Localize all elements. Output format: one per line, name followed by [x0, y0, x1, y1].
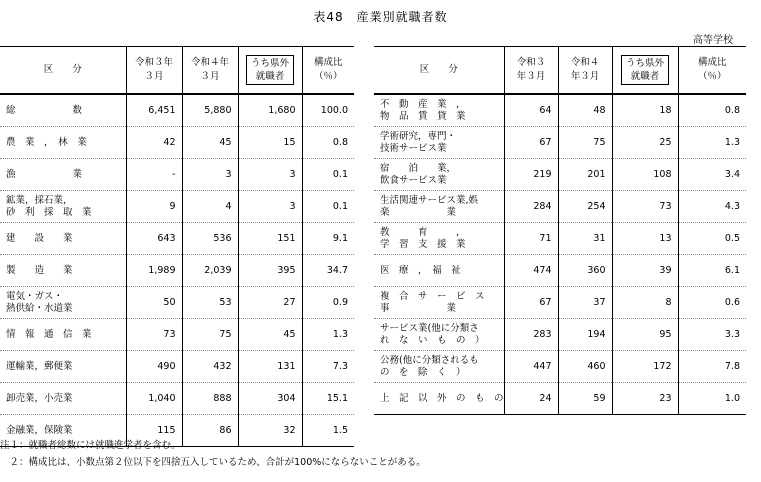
r3-header: 令和３ 年３月 [504, 47, 558, 95]
table-row [0, 191, 354, 223]
outside-value: 3 [238, 159, 302, 191]
row-label-line: 物 品 賃 貸 業 [380, 110, 466, 122]
row-label [0, 191, 126, 223]
ratio-value: 0.6 [724, 297, 740, 308]
row-label-line: 学術研究，専門・ [380, 130, 457, 142]
outside-value: 32 [238, 415, 302, 447]
ratio-value: 7.3 [332, 361, 348, 372]
ratio-value: 9.1 [332, 233, 348, 244]
ratio-value: 0.9 [332, 297, 348, 308]
ratio-value: 0.8 [724, 105, 740, 116]
r3-value: - [126, 159, 182, 191]
table-row [0, 159, 354, 191]
r4-value: 432 [182, 351, 238, 383]
ratio-value: 1.5 [332, 425, 348, 436]
ratio-value: 1.0 [724, 393, 740, 404]
r4-value: 201 [558, 159, 612, 191]
ratio-value: 34.7 [326, 265, 348, 276]
ratio-value: 100.0 [320, 105, 348, 116]
row-label-line: 熱供給・水道業 [6, 302, 73, 314]
r3-value: 1,040 [126, 383, 182, 415]
r4-value: 3 [182, 159, 238, 191]
r3-value: 50 [126, 287, 182, 319]
row-label-line: 不 動 産 業 ， [380, 98, 466, 110]
r3-value: 490 [126, 351, 182, 383]
outside-header: うち県外 就職者 [238, 47, 302, 95]
ratio-value: 3.3 [724, 329, 740, 340]
r4-value: 5,880 [182, 94, 238, 127]
ratio-value: 15.1 [326, 393, 348, 404]
footnote: 注１：就職者総数には就職進学者を含む。 [0, 440, 181, 451]
row-label-line: の を 除 く ） [380, 366, 466, 378]
outside-value: 27 [238, 287, 302, 319]
row-label-line: 上 記 以 外 の も の [380, 392, 504, 404]
row-label-line: 複 合 サ ー ビ ス [380, 290, 485, 302]
r4-value: 194 [558, 319, 612, 351]
row-label-line: 生活関連サービス業,娯 [380, 194, 479, 206]
row-label [0, 287, 126, 319]
row-label-line: 鉱業，採石業， [6, 194, 73, 206]
outside-value: 39 [612, 255, 678, 287]
row-label [0, 223, 126, 255]
ratio-value: 0.1 [332, 201, 348, 212]
outside-value: 25 [612, 127, 678, 159]
ratio-value: 0.5 [724, 233, 740, 244]
row-label [0, 159, 126, 191]
row-label [374, 191, 504, 223]
row-label-line: 教 育 ， [380, 226, 466, 238]
r3-value: 67 [504, 287, 558, 319]
row-label [0, 127, 126, 159]
ratio-value: 3.4 [724, 169, 740, 180]
table-row [0, 94, 354, 127]
r4-value: 360 [558, 255, 612, 287]
outside-value: 18 [612, 94, 678, 127]
row-label [374, 94, 504, 127]
outside-header: うち県外 就職者 [612, 47, 678, 95]
r3-value: 447 [504, 351, 558, 383]
table-row [0, 287, 354, 319]
row-label-line: サービス業(他に分類さ [380, 322, 479, 334]
row-label [374, 159, 504, 191]
table-row [0, 319, 354, 351]
row-label [374, 319, 504, 351]
row-label-line: 宿 泊 業， [380, 162, 457, 174]
row-label [0, 255, 126, 287]
outside-value: 73 [612, 191, 678, 223]
row-label-line: 卸売業，小売業 [6, 392, 73, 404]
table-row [374, 287, 746, 319]
row-label-line: 農 業 ， 林 業 [6, 136, 87, 148]
r4-value: 53 [182, 287, 238, 319]
table-row [374, 159, 746, 191]
row-label [374, 351, 504, 383]
row-label-line: 建 設 業 [6, 232, 73, 244]
row-label [0, 319, 126, 351]
ratio-value: 4.3 [724, 201, 740, 212]
outside-value: 15 [238, 127, 302, 159]
table-row [374, 319, 746, 351]
row-label-line: 技術サービス業 [380, 142, 447, 154]
row-label-line: 製 造 業 [6, 264, 73, 276]
table-row [0, 383, 354, 415]
r3-value: 283 [504, 319, 558, 351]
r3-value: 1,989 [126, 255, 182, 287]
row-label [374, 223, 504, 255]
r3-header: 令和３年 ３月 [126, 47, 182, 95]
right-table-header [374, 47, 746, 95]
r3-value: 42 [126, 127, 182, 159]
outside-value: 95 [612, 319, 678, 351]
r4-value: 45 [182, 127, 238, 159]
r4-value: 48 [558, 94, 612, 127]
left-table-header [0, 47, 354, 95]
ratio-value: 6.1 [724, 265, 740, 276]
outside-value: 395 [238, 255, 302, 287]
row-label [374, 127, 504, 159]
ratio-value: 1.3 [724, 137, 740, 148]
row-label-line: 楽 業 [380, 206, 457, 218]
outside-value: 13 [612, 223, 678, 255]
outside-value: 108 [612, 159, 678, 191]
row-label-line: 運輸業，郵便業 [6, 360, 73, 372]
table-row [374, 191, 746, 223]
table-row [0, 351, 354, 383]
row-label [374, 383, 504, 415]
r4-value: 75 [558, 127, 612, 159]
r3-value: 219 [504, 159, 558, 191]
row-label-line: れ な い も の ） [380, 334, 485, 346]
r4-value: 37 [558, 287, 612, 319]
r4-value: 2,039 [182, 255, 238, 287]
table-row [374, 383, 746, 415]
row-label-line: 事 業 [380, 302, 457, 314]
row-label-line: 漁 業 [6, 168, 83, 180]
row-label-line: 電気・ガス・ [6, 290, 64, 302]
ratio-value: 0.1 [332, 169, 348, 180]
outside-value: 8 [612, 287, 678, 319]
ratio-value: 7.8 [724, 361, 740, 372]
r3-value: 115 [126, 415, 182, 447]
outside-value: 131 [238, 351, 302, 383]
ratio-header: 構成比 （％） [678, 47, 746, 95]
table-row [374, 127, 746, 159]
page-title: 表48 産業別就職者数 [313, 10, 448, 24]
r3-value: 64 [504, 94, 558, 127]
right-table [374, 46, 746, 415]
row-label-line: 総 数 [6, 104, 83, 116]
r4-value: 59 [558, 383, 612, 415]
r4-value: 460 [558, 351, 612, 383]
r4-value: 31 [558, 223, 612, 255]
r3-value: 67 [504, 127, 558, 159]
table-row [374, 94, 746, 127]
ratio-value: 0.8 [332, 137, 348, 148]
row-label-line: 情 報 通 信 業 [6, 328, 92, 340]
row-label-line: 飲食サービス業 [380, 174, 447, 186]
outside-value: 304 [238, 383, 302, 415]
row-label-line: 医 療 ， 福 祉 [380, 264, 461, 276]
outside-value: 45 [238, 319, 302, 351]
r3-value: 24 [504, 383, 558, 415]
r4-value: 75 [182, 319, 238, 351]
category-header: 区 分 [0, 47, 126, 95]
outside-value: 1,680 [238, 94, 302, 127]
left-table [0, 46, 354, 447]
r3-value: 6,451 [126, 94, 182, 127]
outside-value: 23 [612, 383, 678, 415]
r3-value: 71 [504, 223, 558, 255]
table-row [374, 351, 746, 383]
r3-value: 284 [504, 191, 558, 223]
table-row [0, 127, 354, 159]
table-row [0, 255, 354, 287]
row-label [0, 351, 126, 383]
row-label-line: 公務(他に分類されるも [380, 354, 479, 366]
r4-value: 536 [182, 223, 238, 255]
ratio-value: 1.3 [332, 329, 348, 340]
r4-value: 4 [182, 191, 238, 223]
r4-value: 888 [182, 383, 238, 415]
table-row [0, 223, 354, 255]
table-row [374, 223, 746, 255]
r4-header: 令和４ 年３月 [558, 47, 612, 95]
ratio-header: 構成比 （％） [302, 47, 354, 95]
table-row [374, 255, 746, 287]
r3-value: 9 [126, 191, 182, 223]
category-header: 区 分 [374, 47, 504, 95]
footnote: ２：構成比は、小数点第２位以下を四捨五入しているため、合計が100%にならないことがある。 [0, 457, 426, 468]
r4-header: 令和４年 ３月 [182, 47, 238, 95]
row-label [374, 287, 504, 319]
r3-value: 474 [504, 255, 558, 287]
r3-value: 73 [126, 319, 182, 351]
outside-value: 3 [238, 191, 302, 223]
row-label-line: 金融業，保険業 [6, 424, 73, 436]
row-label-line: 学 習 支 援 業 [380, 238, 466, 250]
r4-value: 86 [182, 415, 238, 447]
r4-value: 254 [558, 191, 612, 223]
r3-value: 643 [126, 223, 182, 255]
outside-value: 172 [612, 351, 678, 383]
row-label-line: 砂 利 採 取 業 [6, 206, 92, 218]
row-label [0, 383, 126, 415]
row-label [374, 255, 504, 287]
row-label [0, 94, 126, 127]
outside-value: 151 [238, 223, 302, 255]
unit-label: 高等学校 [693, 35, 733, 46]
footnotes [0, 437, 426, 471]
